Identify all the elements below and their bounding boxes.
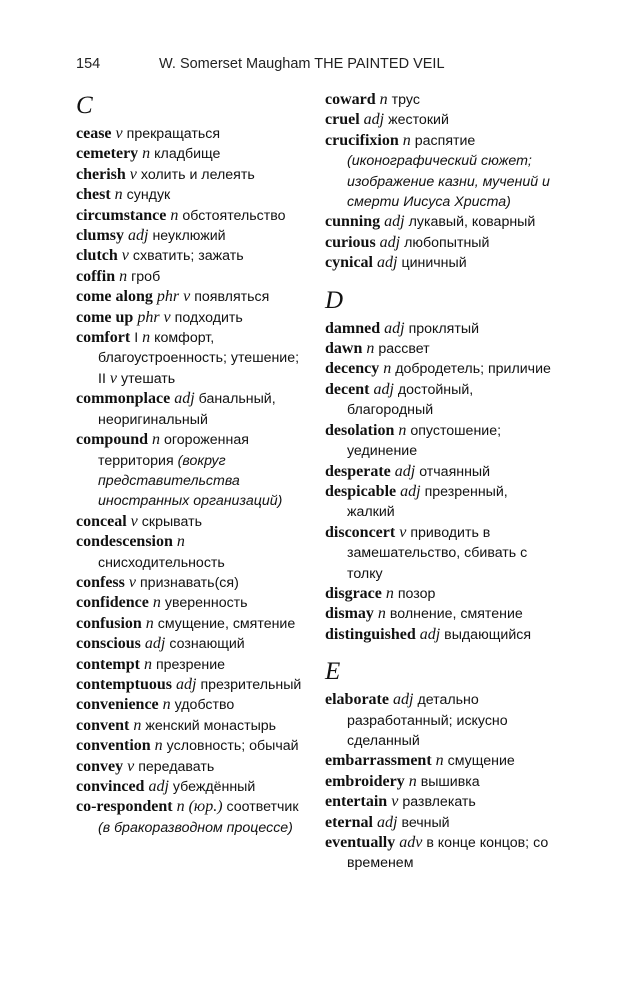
part-of-speech: adj <box>376 813 398 831</box>
headword: cynical <box>325 254 373 272</box>
definition: циничный <box>401 255 467 272</box>
part-of-speech: n <box>142 329 151 347</box>
part-of-speech: adj <box>377 254 398 272</box>
definition: развлекать <box>402 794 476 811</box>
definition: достойный, благородный <box>347 381 474 419</box>
glossary-entry <box>76 777 308 797</box>
glossary-entry <box>76 736 308 756</box>
definition: огороженная территория <box>98 432 249 469</box>
glossary-entry <box>76 655 308 675</box>
glossary-entry <box>76 634 308 654</box>
headword: confidence <box>76 594 149 612</box>
part-of-speech: n <box>142 145 151 163</box>
definition: презрение <box>155 656 226 673</box>
sense-number: II <box>98 370 106 387</box>
part-of-speech: n <box>383 360 392 378</box>
glossary-entry <box>325 110 551 130</box>
headword: conscious <box>76 635 141 653</box>
glossary-entry <box>76 246 308 266</box>
definition: смущение, смятение <box>157 615 296 632</box>
definition: отчаянный <box>419 463 491 480</box>
definition: волнение, смятение <box>389 606 523 623</box>
definition: снисходительность <box>98 554 225 571</box>
definition: неуклюжий <box>152 228 226 245</box>
part-of-speech: adj <box>384 213 405 231</box>
glossary-entry <box>325 523 551 584</box>
glossary-entry <box>325 359 551 379</box>
definition: жестокий <box>388 112 449 129</box>
glossary-entry <box>76 206 308 226</box>
glossary-entry <box>325 690 551 751</box>
headword: disconcert <box>325 523 396 541</box>
headword: convenience <box>76 696 159 714</box>
headword: desolation <box>325 421 395 439</box>
part-of-speech: n <box>379 91 388 108</box>
part-of-speech: v <box>121 247 129 265</box>
part-of-speech: v <box>399 523 407 541</box>
left-column <box>76 90 308 838</box>
headword: circumstance <box>76 206 167 224</box>
glossary-entry <box>76 267 308 287</box>
glossary-entry <box>76 308 308 328</box>
part-of-speech: n <box>152 431 161 449</box>
definition: презрительный <box>200 676 302 693</box>
glossary-entry <box>76 185 308 205</box>
headword: cherish <box>76 165 126 183</box>
headword: compound <box>76 431 149 449</box>
headword: embarrassment <box>325 752 432 770</box>
definition: соответчик <box>226 799 299 816</box>
headword: come along <box>76 288 153 306</box>
glossary-entry <box>76 430 308 512</box>
headword: commonplace <box>76 390 171 408</box>
page-header <box>76 56 550 76</box>
headword: decency <box>325 360 380 378</box>
glossary-entry <box>76 389 308 430</box>
headword: damned <box>325 319 381 337</box>
glossary-entry <box>76 226 308 246</box>
part-of-speech: n <box>385 584 394 602</box>
definition: лукавый, коварный <box>408 214 536 231</box>
section-letter-e: E <box>325 658 341 686</box>
definition: кладбище <box>154 146 221 163</box>
part-of-speech: n <box>133 716 142 734</box>
definition: удобство <box>174 697 235 714</box>
headword: chest <box>76 186 111 204</box>
right-column <box>325 90 551 874</box>
part-of-speech: n <box>154 737 163 755</box>
part-of-speech: n <box>402 131 411 149</box>
headword: decent <box>325 380 370 398</box>
glossary-entry <box>76 512 308 532</box>
headword: dawn <box>325 340 363 358</box>
headword: comfort <box>76 329 131 347</box>
part-of-speech: n <box>176 533 185 551</box>
glossary-list-d <box>325 319 551 646</box>
part-of-speech: adj <box>392 691 414 709</box>
glossary-entry <box>76 695 308 715</box>
part-of-speech: n <box>143 655 152 673</box>
definition: утешать <box>121 370 176 387</box>
glossary-entry <box>76 532 308 573</box>
glossary-entry <box>325 833 551 874</box>
definition: в конце концов; со временем <box>347 835 549 872</box>
glossary-entry <box>76 573 308 593</box>
glossary-entry <box>325 813 551 833</box>
glossary-entry <box>325 751 551 771</box>
part-of-speech: phr v <box>156 288 191 306</box>
headword: conceal <box>76 512 127 530</box>
part-of-speech: adj <box>384 319 405 337</box>
glossary-entry <box>325 380 551 421</box>
usage-note: (вокруг представительства иностранных организаций) <box>98 452 283 510</box>
part-of-speech: adj <box>394 462 416 480</box>
definition: смущение <box>447 753 515 770</box>
definition: распятие <box>414 132 476 149</box>
definition: подходить <box>174 309 243 326</box>
headword: elaborate <box>325 691 389 709</box>
headword: coffin <box>76 267 116 285</box>
part-of-speech: v <box>391 793 399 811</box>
glossary-list-c-continued <box>325 90 551 274</box>
headword: distinguished <box>325 625 416 643</box>
definition: добродетель; приличие <box>395 361 551 378</box>
glossary-entry <box>325 604 551 624</box>
headword: despicable <box>325 482 397 500</box>
definition: комфорт, благоустроенность; утешение; <box>98 330 300 367</box>
part-of-speech: n <box>398 421 407 439</box>
part-of-speech: adv <box>399 834 423 851</box>
definition: презренный, жалкий <box>347 483 508 521</box>
headword: cunning <box>325 213 381 231</box>
glossary-entry <box>325 584 551 604</box>
definition: признавать(ся) <box>140 574 239 591</box>
part-of-speech: adj <box>419 625 441 643</box>
headword: contempt <box>76 655 140 673</box>
part-of-speech: adj <box>373 380 394 398</box>
glossary-entry <box>76 593 308 613</box>
glossary-entry <box>325 772 551 792</box>
definition: передавать <box>138 758 215 775</box>
headword: embroidery <box>325 772 405 790</box>
part-of-speech: adj <box>148 778 169 795</box>
definition: банальный, неоригинальный <box>98 391 276 428</box>
definition: сознающий <box>169 636 245 653</box>
headword: cruel <box>325 111 360 129</box>
section-letter-d: D <box>325 286 344 314</box>
glossary-list-c <box>76 124 308 838</box>
part-of-speech: adj <box>144 635 166 653</box>
page-number: 154 <box>76 56 101 72</box>
definition: выдающийся <box>444 626 532 643</box>
part-of-speech: v <box>128 573 136 591</box>
part-of-speech: n <box>119 267 128 285</box>
part-of-speech: n (юр.) <box>176 798 223 816</box>
headword: crucifixion <box>325 131 399 149</box>
headword: clutch <box>76 247 118 265</box>
usage-note: (иконографический сюжет; изображение казни, мучений и смерти Иисуса Христа) <box>347 153 550 211</box>
part-of-speech: adj <box>174 390 195 408</box>
headword: clumsy <box>76 227 124 245</box>
headword: confusion <box>76 614 142 632</box>
glossary-entry <box>325 339 551 359</box>
glossary-entry <box>76 716 308 736</box>
headword: condescension <box>76 533 173 551</box>
headword: cemetery <box>76 145 139 163</box>
part-of-speech: n <box>408 772 417 790</box>
definition: обстоятельство <box>182 207 286 224</box>
glossary-entry <box>76 614 308 634</box>
definition: убеждённый <box>172 779 256 795</box>
part-of-speech: phr v <box>137 308 171 326</box>
glossary-entry <box>325 792 551 812</box>
definition: появляться <box>194 289 270 306</box>
definition: уверенность <box>164 595 248 612</box>
part-of-speech: adj <box>363 111 385 129</box>
headword: come up <box>76 308 134 326</box>
glossary-entry <box>325 233 551 253</box>
running-head: W. Somerset Maugham THE PAINTED VEIL <box>159 56 445 72</box>
part-of-speech: v <box>129 165 137 183</box>
part-of-speech: adj <box>379 233 401 251</box>
glossary-entry <box>325 131 551 213</box>
headword: confess <box>76 573 125 591</box>
headword: coward <box>325 91 376 108</box>
glossary-entry <box>76 328 308 389</box>
glossary-entry <box>76 757 308 777</box>
part-of-speech: n <box>114 186 123 204</box>
headword: convention <box>76 737 151 755</box>
sense-number: I <box>134 330 139 347</box>
definition: рассвет <box>378 341 430 358</box>
part-of-speech: n <box>377 605 386 623</box>
headword: disgrace <box>325 584 382 602</box>
definition: прекращаться <box>126 126 221 142</box>
definition: трус <box>391 92 420 108</box>
glossary-entry <box>325 90 551 110</box>
definition: скрывать <box>141 513 202 530</box>
definition: проклятый <box>408 320 479 337</box>
part-of-speech: v <box>127 757 135 775</box>
glossary-entry <box>325 212 551 232</box>
headword: desperate <box>325 462 391 480</box>
definition: детально разработанный; искусно сделанный <box>347 692 508 749</box>
part-of-speech: adj <box>400 482 421 500</box>
definition: сундук <box>126 187 171 204</box>
part-of-speech: v <box>109 369 117 387</box>
definition: женский монастырь <box>145 717 277 734</box>
part-of-speech: adj <box>176 675 197 693</box>
definition: вечный <box>401 814 450 831</box>
glossary-entry <box>76 144 308 164</box>
part-of-speech: n <box>162 696 171 714</box>
definition: позор <box>397 585 436 602</box>
glossary-entry <box>325 482 551 523</box>
section-letter-c: C <box>76 92 93 119</box>
headword: curious <box>325 233 376 251</box>
part-of-speech: n <box>152 594 161 612</box>
usage-note: (в бракоразводном процессе) <box>98 819 293 836</box>
definition: приводить в замешательство, сбивать с толку <box>347 524 528 582</box>
headword: contemptuous <box>76 675 173 693</box>
headword: convent <box>76 716 130 734</box>
part-of-speech: v <box>115 125 123 142</box>
definition: холить и лелеять <box>140 166 255 183</box>
part-of-speech: adj <box>128 227 149 245</box>
part-of-speech: n <box>145 614 154 632</box>
glossary-entry <box>76 797 308 838</box>
headword: convey <box>76 757 124 775</box>
part-of-speech: n <box>170 206 179 224</box>
definition: гроб <box>131 268 161 285</box>
glossary-entry <box>325 421 551 462</box>
definition: условность; обычай <box>166 738 299 755</box>
definition: опустошение; уединение <box>347 422 502 460</box>
definition: схватить; зажать <box>132 248 244 265</box>
part-of-speech: v <box>130 512 138 530</box>
glossary-list-e <box>325 690 551 874</box>
glossary-entry <box>76 124 308 144</box>
glossary-entry <box>325 253 551 273</box>
glossary-entry <box>325 625 551 645</box>
headword: entertain <box>325 793 388 811</box>
headword: convinced <box>76 778 145 795</box>
glossary-entry <box>325 319 551 339</box>
glossary-entry <box>325 462 551 482</box>
headword: co-respondent <box>76 798 173 816</box>
glossary-entry <box>76 165 308 185</box>
headword: dismay <box>325 605 374 623</box>
glossary-entry <box>76 675 308 695</box>
part-of-speech: n <box>366 340 375 358</box>
part-of-speech: n <box>435 752 444 770</box>
glossary-entry <box>76 287 308 307</box>
headword: eternal <box>325 813 373 831</box>
headword: cease <box>76 125 112 142</box>
definition: вышивка <box>420 773 480 790</box>
definition: любопытный <box>404 234 490 251</box>
headword: eventually <box>325 834 396 851</box>
